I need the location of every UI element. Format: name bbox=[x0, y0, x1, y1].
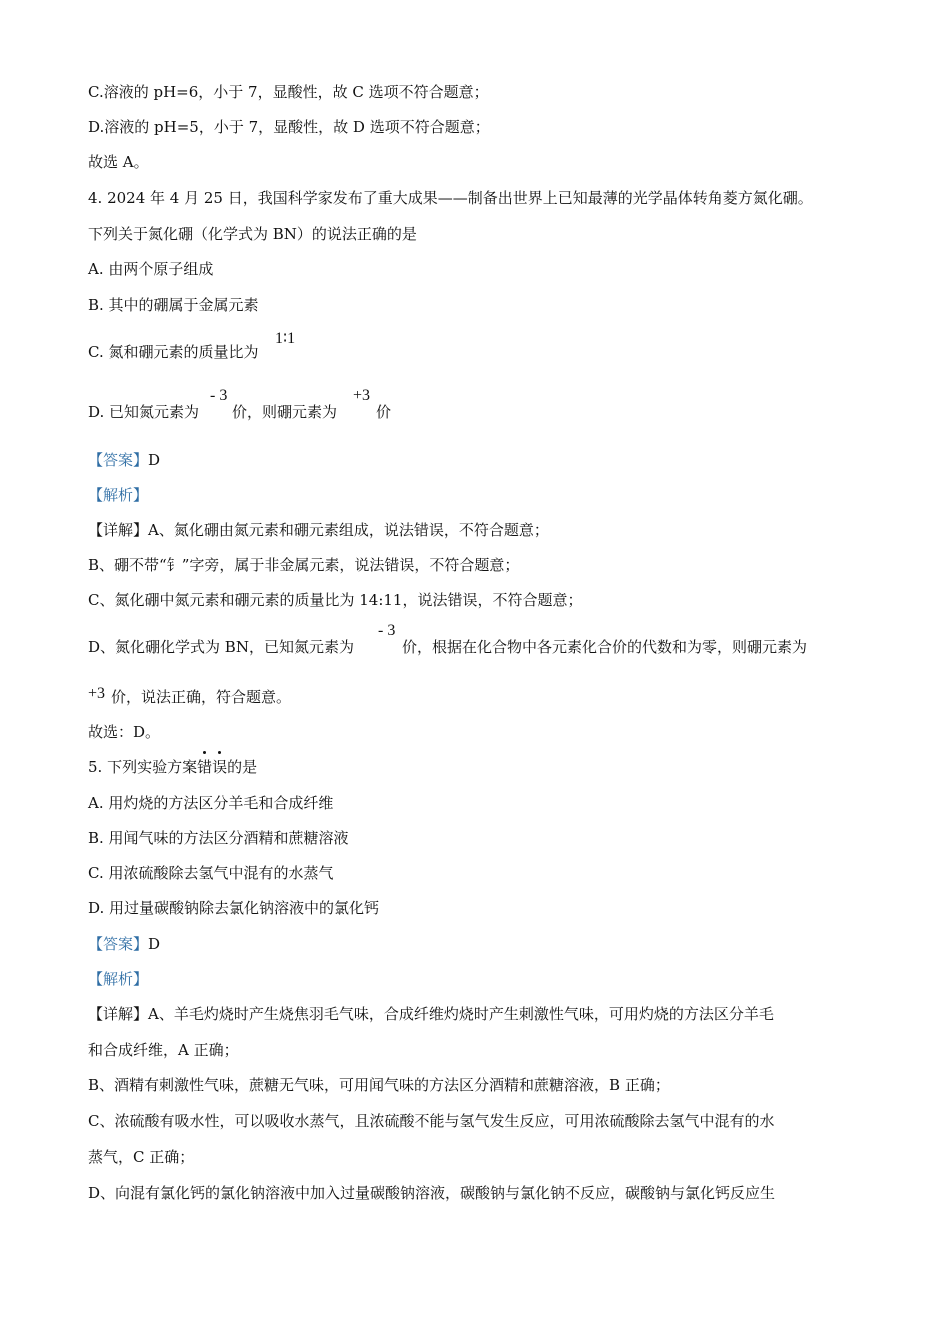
q5-detail-a-line2: 和合成纤维，A 正确； bbox=[88, 1041, 239, 1059]
q4-answer bbox=[88, 450, 160, 470]
q5-stem-pre: 5. 下列实验方案 bbox=[88, 758, 198, 776]
q4-detail-tag: 【详解】 bbox=[88, 521, 149, 539]
q4-option-a: A. 由两个原子组成 bbox=[88, 260, 214, 278]
q4-option-d-post: 价 bbox=[376, 403, 392, 421]
prev-option-c-explanation: C.溶液的 pH=6，小于 7，显酸性，故 C 选项不符合题意； bbox=[88, 83, 489, 101]
prev-choice: 故选 A。 bbox=[88, 153, 149, 171]
q4-option-c-ratio: 1∶1 bbox=[275, 330, 296, 347]
q5-stem-post: 的是 bbox=[227, 758, 258, 776]
q4-answer-value: D bbox=[148, 451, 161, 469]
q4-detail-a bbox=[88, 520, 549, 540]
q4-detail-c: C、氮化硼中氮元素和硼元素的质量比为 14:11，说法错误，不符合题意； bbox=[88, 591, 583, 609]
q5-detail-a-line1 bbox=[88, 1004, 774, 1024]
q4-option-d-pre: D. 已知氮元素为 bbox=[88, 403, 200, 421]
q5-stem-emphasis-1: 错 bbox=[197, 758, 213, 776]
q5-stem-emphasis-2: 误 bbox=[212, 758, 228, 776]
q4-option-b: B. 其中的硼属于金属元素 bbox=[88, 296, 259, 314]
q4-option-d-nitrogen-valence: - 3 bbox=[210, 387, 228, 404]
q4-detail-d-conclusion: 价，说法正确，符合题意。 bbox=[111, 688, 292, 706]
q5-answer bbox=[88, 934, 160, 954]
q5-option-c: C. 用浓硫酸除去氢气中混有的水蒸气 bbox=[88, 864, 334, 882]
q5-option-b: B. 用闻气味的方法区分酒精和蔗糖溶液 bbox=[88, 829, 349, 847]
q5-stem bbox=[88, 757, 257, 777]
q5-detail-c-line2: 蒸气，C 正确； bbox=[88, 1148, 195, 1166]
q4-detail-d-post: 价，根据在化合物中各元素化合价的代数和为零，则硼元素为 bbox=[402, 638, 808, 656]
q4-option-d-mid: 价，则硼元素为 bbox=[232, 403, 338, 421]
q4-stem-line2: 下列关于氮化硼（化学式为 BN）的说法正确的是 bbox=[88, 225, 417, 243]
q4-detail-d-boron-valence: +3 bbox=[88, 685, 106, 702]
q5-detail-b: B、酒精有刺激性气味，蔗糖无气味，可用闻气味的方法区分酒精和蔗糖溶液，B 正确； bbox=[88, 1076, 670, 1094]
q5-analysis-tag: 【解析】 bbox=[88, 970, 149, 988]
q4-option-d-boron-valence: +3 bbox=[353, 387, 371, 404]
q4-answer-tag: 【答案】 bbox=[88, 451, 149, 469]
q4-stem-line1: 4. 2024 年 4 月 25 日，我国科学家发布了重大成果——制备出世界上已知最薄的光学晶体转角菱方氮化硼。 bbox=[88, 189, 813, 207]
q4-choice: 故选：D。 bbox=[88, 723, 161, 741]
q5-detail-a-text: A、羊毛灼烧时产生烧焦羽毛气味，合成纤维灼烧时产生刺激性气味，可用灼烧的方法区分羊毛 bbox=[148, 1005, 774, 1023]
q4-detail-d-nitrogen-valence: - 3 bbox=[378, 622, 396, 639]
q5-answer-value: D bbox=[148, 935, 161, 953]
q5-detail-d-line1: D、向混有氯化钙的氯化钠溶液中加入过量碳酸钠溶液，碳酸钠与氯化钠不反应，碳酸钠与氯化钙反应生 bbox=[88, 1184, 776, 1202]
q5-detail-c-line1: C、浓硫酸有吸水性，可以吸收水蒸气，且浓硫酸不能与氢气发生反应，可用浓硫酸除去氢气中混有的水 bbox=[88, 1112, 775, 1130]
q4-detail-d-pre: D、氮化硼化学式为 BN，已知氮元素为 bbox=[88, 638, 354, 656]
q4-analysis-tag: 【解析】 bbox=[88, 486, 149, 504]
prev-option-d-explanation: D.溶液的 pH=5，小于 7，显酸性，故 D 选项不符合题意； bbox=[88, 118, 490, 136]
q4-detail-b: B、硼不带“钅”字旁，属于非金属元素，说法错误，不符合题意； bbox=[88, 556, 520, 574]
q4-option-c: C. 氮和硼元素的质量比为 bbox=[88, 343, 259, 361]
q5-option-d: D. 用过量碳酸钠除去氯化钠溶液中的氯化钙 bbox=[88, 899, 380, 917]
q5-detail-tag: 【详解】 bbox=[88, 1005, 149, 1023]
q5-option-a: A. 用灼烧的方法区分羊毛和合成纤维 bbox=[88, 794, 334, 812]
q5-answer-tag: 【答案】 bbox=[88, 935, 149, 953]
q4-detail-a-text: A、氮化硼由氮元素和硼元素组成，说法错误，不符合题意； bbox=[148, 521, 549, 539]
